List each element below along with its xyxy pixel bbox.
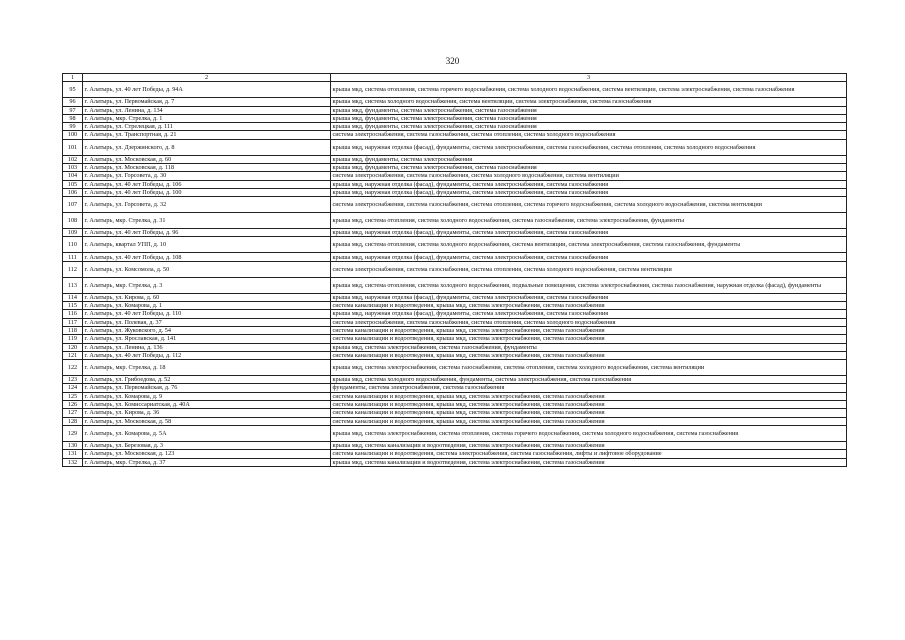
table-row (63, 163, 847, 171)
row-address: г. Алатырь, мкр. Стрелка, д. 37 (83, 458, 331, 466)
row-address: г. Алатырь, ул. Горсовета, д. 30 (83, 172, 331, 180)
row-works: крыша мкд, система отопления, система холодного водоснабжения, подвальные помещения, система электроснабжения, система газоснабжения, наружная отделка (фасад), фундаменты (331, 277, 847, 293)
table-header (63, 74, 847, 82)
table-row (63, 441, 847, 449)
row-number: 100 (63, 131, 83, 139)
row-works: крыша мкд, система отопления, система холодного водоснабжения, система вентиляции, система электроснабжения, система газоснабжения, фундаменты (331, 237, 847, 253)
row-address: г. Алатырь, ул. Ленина, д. 134 (83, 106, 331, 114)
row-works: система канализации и водоотведения, крыша мкд, система электроснабжения, система газоснабжения (331, 335, 847, 343)
row-address: г. Алатырь, ул. 40 лет Победы, д. 112 (83, 351, 331, 359)
row-number: 124 (63, 384, 83, 392)
row-works: крыша мкд, система канализации и водоотведения, система электроснабжения, система газоснабжения (331, 441, 847, 449)
table-row (63, 131, 847, 139)
row-number: 109 (63, 229, 83, 237)
table-row (63, 180, 847, 188)
row-number: 120 (63, 343, 83, 351)
row-address: г. Алатырь, ул. Комарова, д. 9 (83, 392, 331, 400)
row-number: 123 (63, 376, 83, 384)
row-works: система канализации и водоотведения, крыша мкд, система электроснабжения, система газоснабжения (331, 351, 847, 359)
table-row (63, 98, 847, 106)
table-row (63, 253, 847, 261)
row-works: крыша мкд, наружная отделка (фасад), фундаменты, система электроснабжения, система газоснабжения, система отопления, система холодного водоснабжения (331, 139, 847, 155)
row-number: 110 (63, 237, 83, 253)
row-number: 129 (63, 425, 83, 441)
row-address: г. Алатырь, ул. Жуковского, д. 54 (83, 326, 331, 334)
table-row (63, 106, 847, 114)
row-address: г. Алатырь, ул. 40 лет Победы, д. 94А (83, 82, 331, 98)
row-works: крыша мкд, система канализации и водоотведения, система электроснабжения, система газоснабжения (331, 458, 847, 466)
row-number: 132 (63, 458, 83, 466)
row-address: г. Алатырь, ул. Московская, д. 60 (83, 155, 331, 163)
row-address: г. Алатырь, ул. Дзержинского, д. 8 (83, 139, 331, 155)
row-works: крыша мкд, система отопления, система горячего водоснабжения, система холодного водоснабжения, система вентиляции, система электроснабжения, система газоснабжения (331, 82, 847, 98)
row-number: 99 (63, 123, 83, 131)
row-number: 116 (63, 310, 83, 318)
row-number: 113 (63, 277, 83, 293)
row-works: система электроснабжения, система газоснабжения, система отопления, система горячего водоснабжения, система холодного водоснабжения, система вентиляции (331, 197, 847, 213)
row-number: 122 (63, 360, 83, 376)
table-row (63, 172, 847, 180)
row-address: г. Алатырь, ул. Горсовета, д. 32 (83, 197, 331, 213)
table-row (63, 261, 847, 277)
row-works: крыша мкд, наружная отделка (фасад), фундаменты, система электроснабжения, система газоснабжения (331, 310, 847, 318)
row-address: г. Алатырь, ул. 40 лет Победы, д. 96 (83, 229, 331, 237)
table-row (63, 425, 847, 441)
row-number: 103 (63, 163, 83, 171)
row-works: система электроснабжения, система газоснабжения, система отопления, система холодного водоснабжения, система вентиляции (331, 261, 847, 277)
row-number: 119 (63, 335, 83, 343)
table-row (63, 392, 847, 400)
row-number: 130 (63, 441, 83, 449)
row-number: 125 (63, 392, 83, 400)
table-row (63, 351, 847, 359)
row-works: крыша мкд, система холодного водоснабжения, система вентиляции, система электроснабжения, система газоснабжения (331, 98, 847, 106)
row-number: 126 (63, 401, 83, 409)
row-address: г. Алатырь, ул. Комсомола, д. 50 (83, 261, 331, 277)
table-row (63, 310, 847, 318)
table-row (63, 450, 847, 458)
row-works: крыша мкд, наружная отделка (фасад), фундаменты, система электроснабжения, система газоснабжения (331, 293, 847, 301)
row-number: 112 (63, 261, 83, 277)
table-row (63, 302, 847, 310)
table-row (63, 82, 847, 98)
row-works: крыша мкд, система электроснабжения, система газоснабжения, фундаменты (331, 343, 847, 351)
row-works: система канализации и водоотведения, крыша мкд, система электроснабжения, система газоснабжения (331, 409, 847, 417)
row-address: г. Алатырь, ул. Московская, д. 58 (83, 417, 331, 425)
row-works: система канализации и водоотведения, крыша мкд, система электроснабжения, система газоснабжения (331, 417, 847, 425)
row-number: 96 (63, 98, 83, 106)
row-works: крыша мкд, система холодного водоснабжения, фундаменты, система электроснабжения, система газоснабжения (331, 376, 847, 384)
row-works: крыша мкд, фундаменты, система электроснабжения, система газоснабжения (331, 123, 847, 131)
row-number: 117 (63, 318, 83, 326)
row-works: система электроснабжения, система газоснабжения, система отопления, система холодного водоснабжения (331, 318, 847, 326)
row-works: крыша мкд, система электроснабжения, система отопления, система горячего водоснабжения, система холодного водоснабжения, система газоснабжения (331, 425, 847, 441)
row-number: 111 (63, 253, 83, 261)
row-address: г. Алатырь, мкр. Стрелка, д. 18 (83, 360, 331, 376)
row-number: 101 (63, 139, 83, 155)
table-row (63, 114, 847, 122)
row-works: крыша мкд, наружная отделка (фасад), фундаменты, система электроснабжения, система газоснабжения (331, 253, 847, 261)
row-address: г. Алатырь, мкр. Стрелка, д. 3 (83, 277, 331, 293)
row-works: крыша мкд, фундаменты, система электроснабжения, система газоснабжения (331, 163, 847, 171)
row-works: система электроснабжения, система газоснабжения, система холодного водоснабжения, система вентиляции (331, 172, 847, 180)
table-row (63, 401, 847, 409)
table-row (63, 318, 847, 326)
row-works: крыша мкд, наружная отделка (фасад), фундаменты, система электроснабжения, система газоснабжения (331, 229, 847, 237)
row-works: система канализации и водоотведения, крыша мкд, система электроснабжения, система газоснабжения (331, 326, 847, 334)
header-col-3: 3 (331, 74, 847, 82)
row-works: система канализации и водоотведения, крыша мкд, система электроснабжения, система газоснабжения (331, 401, 847, 409)
table-row (63, 335, 847, 343)
table-row (63, 277, 847, 293)
table-row (63, 293, 847, 301)
table-row (63, 229, 847, 237)
row-number: 102 (63, 155, 83, 163)
row-address: г. Алатырь, ул. Московская, д. 123 (83, 450, 331, 458)
row-works: крыша мкд, фундаменты, система электроснабжения, система газоснабжения (331, 114, 847, 122)
table-row (63, 360, 847, 376)
table-row (63, 197, 847, 213)
row-works: система электроснабжения, система газоснабжения, система отопления, система холодного водоснабжения (331, 131, 847, 139)
row-works: система канализации и водоотведения, крыша мкд, система электроснабжения, система газоснабжения (331, 302, 847, 310)
table-row (63, 384, 847, 392)
row-address: г. Алатырь, ул. Первомайская, д. 7 (83, 98, 331, 106)
row-address: г. Алатырь, ул. Комарова, д. 1 (83, 302, 331, 310)
table-row (63, 417, 847, 425)
row-address: г. Алатырь, ул. Ленина, д. 136 (83, 343, 331, 351)
table-row (63, 155, 847, 163)
header-col-2: 2 (83, 74, 331, 82)
table-row (63, 188, 847, 196)
row-address: г. Алатырь, ул. 40 лет Победы, д. 106 (83, 180, 331, 188)
row-works: система канализации и водоотведения, система электроснабжения, система газоснабжения, лифты и лифтовое оборудование (331, 450, 847, 458)
row-works: фундаменты, система электроснабжения, система газоснабжения (331, 384, 847, 392)
row-address: г. Алатырь, ул. Транспортная, д. 21 (83, 131, 331, 139)
row-works: крыша мкд, фундаменты, система электроснабжения (331, 155, 847, 163)
row-number: 108 (63, 213, 83, 229)
row-address: г. Алатырь, квартал УПП, д. 10 (83, 237, 331, 253)
row-number: 131 (63, 450, 83, 458)
row-address: г. Алатырь, ул. Первомайская, д. 76 (83, 384, 331, 392)
header-col-1: 1 (63, 74, 83, 82)
row-number: 104 (63, 172, 83, 180)
table-row (63, 237, 847, 253)
row-number: 97 (63, 106, 83, 114)
row-number: 128 (63, 417, 83, 425)
row-works: система канализации и водоотведения, крыша мкд, система электроснабжения, система газоснабжения (331, 392, 847, 400)
row-number: 118 (63, 326, 83, 334)
row-number: 105 (63, 180, 83, 188)
page-number: 320 (445, 56, 460, 66)
table-row (63, 409, 847, 417)
row-number: 95 (63, 82, 83, 98)
row-address: г. Алатырь, ул. Комиссариатская, д. 40А (83, 401, 331, 409)
row-address: г. Алатырь, ул. Московская, д. 118 (83, 163, 331, 171)
table-row (63, 139, 847, 155)
row-works: крыша мкд, система электроснабжения, система газоснабжения, система отопления, система холодного водоснабжения, система вентиляции (331, 360, 847, 376)
row-address: г. Алатырь, мкр. Стрелка, д. 1 (83, 114, 331, 122)
row-number: 98 (63, 114, 83, 122)
table-row (63, 213, 847, 229)
table-row (63, 123, 847, 131)
row-number: 115 (63, 302, 83, 310)
row-number: 121 (63, 351, 83, 359)
registry-table (62, 73, 847, 467)
row-address: г. Алатырь, ул. 40 лет Победы, д. 110 (83, 310, 331, 318)
row-works: крыша мкд, фундаменты, система электроснабжения, система газоснабжения (331, 106, 847, 114)
row-address: г. Алатырь, мкр. Стрелка, д. 31 (83, 213, 331, 229)
table-row (63, 376, 847, 384)
row-address: г. Алатырь, ул. Грибоедова, д. 52 (83, 376, 331, 384)
row-address: г. Алатырь, ул. Стрелецкая, д. 111 (83, 123, 331, 131)
row-address: г. Алатырь, ул. Полевая, д. 37 (83, 318, 331, 326)
row-address: г. Алатырь, ул. 40 лет Победы, д. 100 (83, 188, 331, 196)
row-number: 114 (63, 293, 83, 301)
row-address: г. Алатырь, ул. Комарова, д. 5А (83, 425, 331, 441)
table-row (63, 326, 847, 334)
row-works: крыша мкд, система отопления, система холодного водоснабжения, система газоснабжения, система электроснабжения, фундаменты (331, 213, 847, 229)
row-works: крыша мкд, наружная отделка (фасад), фундаменты, система электроснабжения, система газоснабжения (331, 180, 847, 188)
table-body (63, 82, 847, 467)
row-address: г. Алатырь, ул. Кирова, д. 36 (83, 409, 331, 417)
row-address: г. Алатырь, ул. 40 лет Победы, д. 108 (83, 253, 331, 261)
row-works: крыша мкд, наружная отделка (фасад), фундаменты, система электроснабжения, система газоснабжения (331, 188, 847, 196)
row-number: 107 (63, 197, 83, 213)
header-row (63, 74, 847, 82)
row-address: г. Алатырь, ул. Березовая, д. 3 (83, 441, 331, 449)
row-address: г. Алатырь, ул. Кирова, д. 60 (83, 293, 331, 301)
row-number: 106 (63, 188, 83, 196)
row-address: г. Алатырь, ул. Ярославская, д. 141 (83, 335, 331, 343)
table-row (63, 458, 847, 466)
table-row (63, 343, 847, 351)
row-number: 127 (63, 409, 83, 417)
